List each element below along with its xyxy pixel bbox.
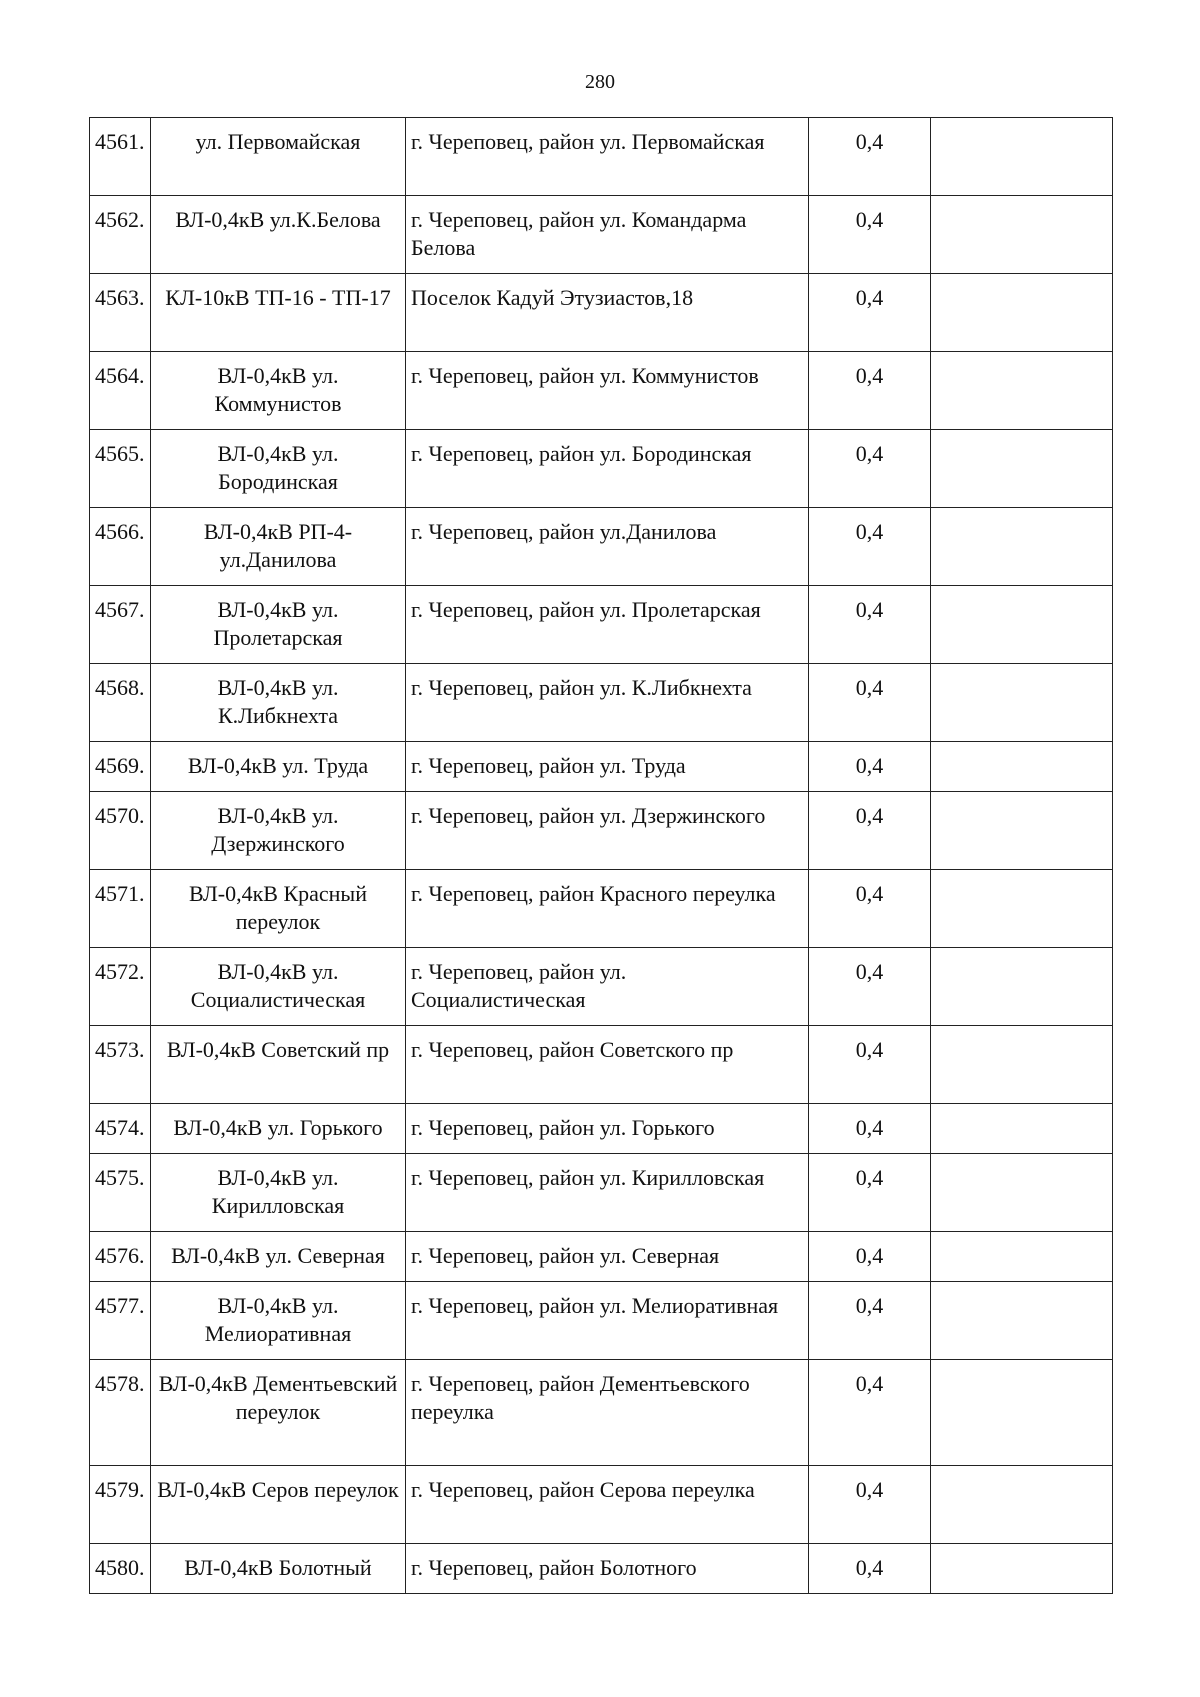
voltage-value: 0,4 xyxy=(809,430,931,508)
voltage-value: 0,4 xyxy=(809,196,931,274)
object-name: КЛ-10кВ ТП-16 - ТП-17 xyxy=(151,274,406,352)
row-number: 4570. xyxy=(90,792,151,870)
row-number: 4567. xyxy=(90,586,151,664)
object-location: г. Череповец, район ул. К.Либкнехта xyxy=(406,664,809,742)
empty-cell xyxy=(931,1282,1113,1360)
empty-cell xyxy=(931,1104,1113,1154)
object-location: г. Череповец, район ул. Пролетарская xyxy=(406,586,809,664)
empty-cell xyxy=(931,1544,1113,1594)
object-name: ВЛ-0,4кВ Дементьевский переулок xyxy=(151,1360,406,1466)
row-number: 4578. xyxy=(90,1360,151,1466)
row-number: 4566. xyxy=(90,508,151,586)
object-location: г. Череповец, район ул. Северная xyxy=(406,1232,809,1282)
row-number: 4565. xyxy=(90,430,151,508)
table-row xyxy=(90,1466,1113,1544)
voltage-value: 0,4 xyxy=(809,1466,931,1544)
object-name: ВЛ-0,4кВ ул.К.Белова xyxy=(151,196,406,274)
row-number: 4569. xyxy=(90,742,151,792)
voltage-value: 0,4 xyxy=(809,1104,931,1154)
object-name: ВЛ-0,4кВ РП-4-ул.Данилова xyxy=(151,508,406,586)
row-number: 4561. xyxy=(90,118,151,196)
table-row xyxy=(90,742,1113,792)
empty-cell xyxy=(931,196,1113,274)
row-number: 4580. xyxy=(90,1544,151,1594)
page-number: 280 xyxy=(585,71,615,93)
object-location: г. Череповец, район ул. Социалистическая xyxy=(406,948,809,1026)
row-number: 4579. xyxy=(90,1466,151,1544)
object-name: ВЛ-0,4кВ ул. Труда xyxy=(151,742,406,792)
object-name: ВЛ-0,4кВ ул. К.Либкнехта xyxy=(151,664,406,742)
empty-cell xyxy=(931,508,1113,586)
voltage-value: 0,4 xyxy=(809,1360,931,1466)
object-location: г. Череповец, район Серова переулка xyxy=(406,1466,809,1544)
voltage-value: 0,4 xyxy=(809,1232,931,1282)
empty-cell xyxy=(931,274,1113,352)
object-name: ул. Первомайская xyxy=(151,118,406,196)
voltage-value: 0,4 xyxy=(809,1282,931,1360)
voltage-value: 0,4 xyxy=(809,1544,931,1594)
row-number: 4571. xyxy=(90,870,151,948)
object-name: ВЛ-0,4кВ ул. Горького xyxy=(151,1104,406,1154)
row-number: 4564. xyxy=(90,352,151,430)
table-row xyxy=(90,948,1113,1026)
row-number: 4577. xyxy=(90,1282,151,1360)
table-row xyxy=(90,274,1113,352)
voltage-value: 0,4 xyxy=(809,352,931,430)
empty-cell xyxy=(931,948,1113,1026)
table-row xyxy=(90,586,1113,664)
empty-cell xyxy=(931,1232,1113,1282)
table-row xyxy=(90,1154,1113,1232)
row-number: 4573. xyxy=(90,1026,151,1104)
voltage-value: 0,4 xyxy=(809,742,931,792)
object-location: г. Череповец, район ул. Труда xyxy=(406,742,809,792)
object-location: Поселок Кадуй Этузиастов,18 xyxy=(406,274,809,352)
empty-cell xyxy=(931,1466,1113,1544)
object-name: ВЛ-0,4кВ ул. Кирилловская xyxy=(151,1154,406,1232)
object-location: г. Череповец, район ул. Бородинская xyxy=(406,430,809,508)
object-name: ВЛ-0,4кВ Советский пр xyxy=(151,1026,406,1104)
table-row xyxy=(90,870,1113,948)
empty-cell xyxy=(931,870,1113,948)
empty-cell xyxy=(931,430,1113,508)
table-row xyxy=(90,1104,1113,1154)
object-location: г. Череповец, район ул. Дзержинского xyxy=(406,792,809,870)
table-row xyxy=(90,1232,1113,1282)
object-name: ВЛ-0,4кВ ул. Бородинская xyxy=(151,430,406,508)
table-row xyxy=(90,430,1113,508)
voltage-value: 0,4 xyxy=(809,1026,931,1104)
object-name: ВЛ-0,4кВ ул. Северная xyxy=(151,1232,406,1282)
object-location: г. Череповец, район Дементьевского переулка xyxy=(406,1360,809,1466)
table-row xyxy=(90,1544,1113,1594)
voltage-value: 0,4 xyxy=(809,508,931,586)
table-row xyxy=(90,1360,1113,1466)
table-row xyxy=(90,664,1113,742)
voltage-value: 0,4 xyxy=(809,792,931,870)
empty-cell xyxy=(931,742,1113,792)
table-row xyxy=(90,352,1113,430)
empty-cell xyxy=(931,118,1113,196)
empty-cell xyxy=(931,352,1113,430)
object-name: ВЛ-0,4кВ Серов переулок xyxy=(151,1466,406,1544)
object-location: г. Череповец, район Болотного xyxy=(406,1544,809,1594)
voltage-value: 0,4 xyxy=(809,118,931,196)
empty-cell xyxy=(931,586,1113,664)
empty-cell xyxy=(931,664,1113,742)
table-row xyxy=(90,792,1113,870)
object-location: г. Череповец, район ул. Кирилловская xyxy=(406,1154,809,1232)
object-name: ВЛ-0,4кВ Красный переулок xyxy=(151,870,406,948)
voltage-value: 0,4 xyxy=(809,1154,931,1232)
object-name: ВЛ-0,4кВ ул. Пролетарская xyxy=(151,586,406,664)
object-location: г. Череповец, район ул.Данилова xyxy=(406,508,809,586)
object-name: ВЛ-0,4кВ ул. Мелиоративная xyxy=(151,1282,406,1360)
object-name: ВЛ-0,4кВ ул. Социалистическая xyxy=(151,948,406,1026)
table-row xyxy=(90,1026,1113,1104)
object-location: г. Череповец, район ул. Горького xyxy=(406,1104,809,1154)
table-row xyxy=(90,196,1113,274)
voltage-value: 0,4 xyxy=(809,664,931,742)
row-number: 4572. xyxy=(90,948,151,1026)
empty-cell xyxy=(931,1154,1113,1232)
object-name: ВЛ-0,4кВ Болотный xyxy=(151,1544,406,1594)
object-location: г. Череповец, район ул. Коммунистов xyxy=(406,352,809,430)
row-number: 4575. xyxy=(90,1154,151,1232)
voltage-value: 0,4 xyxy=(809,274,931,352)
voltage-value: 0,4 xyxy=(809,586,931,664)
object-location: г. Череповец, район ул. Командарма Белова xyxy=(406,196,809,274)
row-number: 4562. xyxy=(90,196,151,274)
empty-cell xyxy=(931,792,1113,870)
object-name: ВЛ-0,4кВ ул. Коммунистов xyxy=(151,352,406,430)
row-number: 4563. xyxy=(90,274,151,352)
voltage-value: 0,4 xyxy=(809,870,931,948)
row-number: 4568. xyxy=(90,664,151,742)
table-row xyxy=(90,508,1113,586)
object-location: г. Череповец, район Советского пр xyxy=(406,1026,809,1104)
table-row xyxy=(90,118,1113,196)
voltage-value: 0,4 xyxy=(809,948,931,1026)
row-number: 4574. xyxy=(90,1104,151,1154)
object-location: г. Череповец, район ул. Мелиоративная xyxy=(406,1282,809,1360)
object-location: г. Череповец, район ул. Первомайская xyxy=(406,118,809,196)
empty-cell xyxy=(931,1360,1113,1466)
table-row xyxy=(90,1282,1113,1360)
registry-table xyxy=(89,117,1113,1594)
empty-cell xyxy=(931,1026,1113,1104)
object-location: г. Череповец, район Красного переулка xyxy=(406,870,809,948)
object-name: ВЛ-0,4кВ ул. Дзержинского xyxy=(151,792,406,870)
row-number: 4576. xyxy=(90,1232,151,1282)
